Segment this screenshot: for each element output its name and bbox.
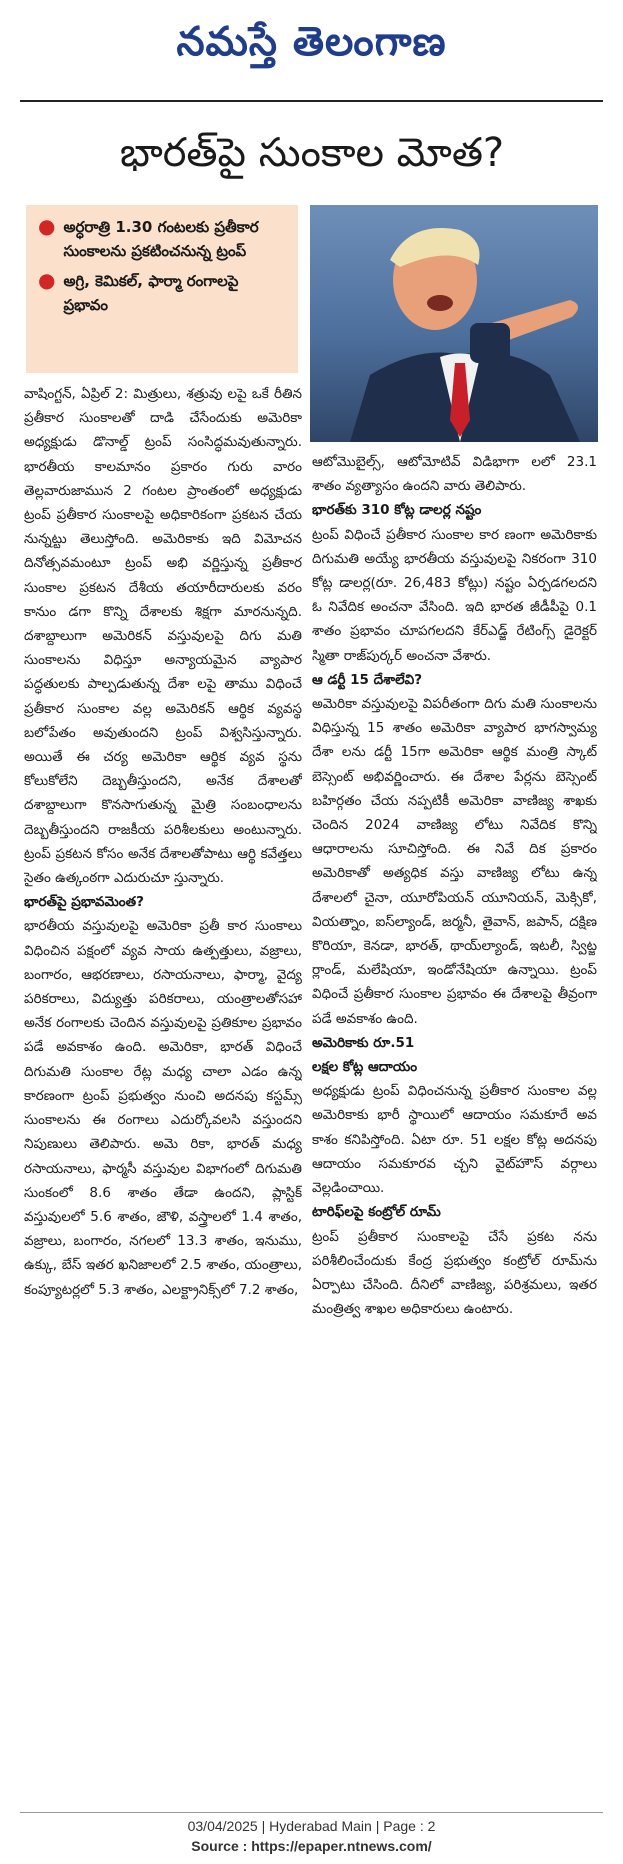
body-paragraph: ట్రంప్ విధించే ప్రతీకార సుంకాల కార ణంగా అమెరికాకు దిగుమతి అయ్యే భారతీయ వస్తువులపై నికరంగా 310 కోట్ల డాలర్ల(రూ. 26,483 కోట్లు) నష్టం ఏర్పడగలదని ఓ నివేదిక అంచనా వేసింది. ఇది భారత జీడీపీపై 0.1 శాతం ప్రభావం చూపగలదని కేర్‌ఎడ్జ్ రేటింగ్స్ డైరెక్టర్ స్మితా రాజ్‌పుర్కర్ అంచనా వేశారు.	[312, 526, 597, 664]
body-paragraph: అధ్యక్షుడు ట్రంప్ విధించనున్న ప్రతీకార సుంకాల వల్ల అమెరికాకు భారీ స్థాయిలో ఆదాయం సమకూరే అవ కాశం కనిపిస్తోంది. ఏటా రూ. 51 లక్షల కోట్ల అదనపు ఆదాయం సమకూరవ చ్చని వైట్‌హౌస్ వర్గాలు వెల్లడించాయి.	[312, 1083, 597, 1197]
subheading: అమెరికాకు రూ.51	[312, 1034, 415, 1051]
photo-illustration	[310, 205, 598, 442]
highlights-box	[26, 205, 298, 373]
highlight-text: అర్ధరాత్రి 1.30 గంటలకు ప్రతీకార సుంకాలను ప్రకటించనున్న ట్రంప్	[63, 218, 259, 260]
bullet-icon: ●	[38, 214, 56, 238]
masthead-rule	[20, 100, 603, 102]
body-paragraph: వాషింగ్టన్, ఏప్రిల్ 2: మిత్రులు, శత్రువు లపై ఒకే రీతిన ప్రతీకార సుంకాలతో దాడి చేసేందుకు అమెరికా అధ్యక్షుడు డొనాల్డ్ ట్రంప్ సంసిద్ధమవుతున్నారు. భారతీయ కాలమానం ప్రకారం గురు వారం తెల్లవారుజామున 2 గంటల ప్రాంతంలో అధ్యక్షుడు ట్రంప్ ప్రతీకార సుంకాలపై అధికారికంగా ప్రకటన చేయ నున్నట్టు తెలుస్తోంది. అమెరికాకు ఇది విమోచన దినోత్సవమంటూ ట్రంప్ అభి వర్ణిస్తున్న ప్రతీకార సుంకాల ప్రకటన దేశీయ తయారీదారులకు వరం కానుం డగా కొన్ని దేశాలకు శిక్షగా మారనున్నది. దశాబ్దాలుగా అమెరికన్ వస్తువులపై దిగు మతి సుంకాలను విధిస్తూ అన్యాయమైన వ్యాపార పద్ధతులకు పాల్పడుతున్న దేశా లపై తాము విధించే ప్రతీకార సుంకాల వల్ల అమెరికన్ ఆర్థిక వ్యవస్థ బలోపేతం అవుతుందని ట్రంప్ విశ్వసిస్తున్నారు. అయితే ఈ చర్య అమెరికా ఆర్థిక వ్యవ స్థను కోలుకోలేని దెబ్బతీస్తుందని, అనేక దేశాలతో దశాబ్దాలుగా కొనసాగుతున్న మైత్రి సంబంధాలను దెబ్బతీస్తుందని రాజకీయ పరిశీలకులు అంటున్నారు. ట్రంప్ ప్రకటన కోసం అనేక దేశాలతోపాటు ఆర్థి కవేత్తలు సైతం ఉత్కంఠగా ఎదురుచూ స్తున్నారు.	[24, 386, 302, 887]
body-paragraph: ట్రంప్ ప్రతీకార సుంకాలపై చేసే ప్రకట నను పరిశీలించేందుకు కేంద్ర ప్రభుత్వం కంట్రోల్ రూమ్‌ను ఏర్పాటు చేసింది. దీనిలో వాణిజ్య, పరిశ్రమలు, ఇతర మంత్రిత్వ శాఖల అధికారులు ఉంటారు.	[312, 1228, 597, 1318]
footer-source: Source : https://epaper.ntnews.com/	[191, 1838, 432, 1854]
bullet-icon: ●	[38, 268, 56, 292]
footer-dateline: 03/04/2025 | Hyderabad Main | Page : 2	[187, 1818, 436, 1834]
headline: భారత్‌పై సుంకాల మోత?	[119, 130, 505, 176]
masthead: నమస్తే తెలంగాణ	[176, 17, 447, 65]
left-column	[24, 382, 302, 1800]
right-column	[312, 450, 597, 1800]
body-paragraph: ఆటోమొబైల్స్, ఆటోమోటివ్ విడిభాగా లలో 23.1 శాతం వ్యత్యాసం ఉందని వారు తెలిపారు.	[312, 454, 597, 495]
subheading: భారత్‌కు 310 కోట్ల డాలర్ల నష్టం	[312, 502, 482, 519]
body-paragraph: భారతీయ వస్తువులపై అమెరికా ప్రతీ కార సుంకాలు విధించిన పక్షంలో వ్యవ సాయ ఉత్పత్తులు, వజ్రాలు, బంగారం, ఆభరణాలు, రసాయనాలు, ఫార్మా, వైద్య పరికరాలు, విద్యుత్తు పరికరాలు, యంత్రాలతోసహా అనేక రంగాలకు చెందిన వస్తువులపై ప్రతికూల ప్రభావం పడే అవకాశం ఉంది. అమెరికా, భారత్ విధించే దిగుమతి సుంకాల రేట్ల మధ్య చాలా ఎడం ఉన్న కారణంగా ట్రంప్ ప్రభుత్వం నుంచి అదనపు కస్టమ్స్ సుంకాలను ఈ రంగాలు ఎదుర్కోవలసి వస్తుందని నిపుణులు తెలిపారు. అమె రికా, భారత్ మధ్య రసాయనాలు, ఫార్మసీ వస్తువుల విభాగంలో దిగుమతి సుంకంలో 8.6 శాతం తేడా ఉందని, ప్లాస్టిక్ వస్తువులలో 5.6 శాతం, జౌళి, వస్త్రాలలో 1.4 శాతం, వజ్రాలు, బంగారం, నగలలో 13.3 శాతం, ఇనుము, ఉక్కు, బేస్ ఇతర ఖనిజాలలో 2.5 శాతం, యంత్రాలు, కంప్యూటర్లలో 5.3 శాతం, ఎలక్ట్రానిక్స్‌లో 7.2 శాతం,	[24, 918, 302, 1298]
highlight-text: అగ్రి, కెమికల్, ఫార్మా రంగాలపై ప్రభావం	[63, 272, 239, 314]
news-photo	[310, 205, 598, 442]
subheading: లక్షల కోట్ల ఆదాయం	[312, 1059, 418, 1076]
subheading: భారత్‌పై ప్రభావమెంత?	[24, 894, 144, 911]
footer-rule	[20, 1812, 603, 1813]
highlight-item	[38, 269, 288, 317]
subheading: ఆ డర్టీ 15 దేశాలేవి?	[312, 671, 423, 688]
body-paragraph: అమెరికా వస్తువులపై విపరీతంగా దిగు మతి సుంకాలను విధిస్తున్న 15 శాతం అమెరికా వ్యాపార భాగస్వామ్య దేశా లను డర్టీ 15గా అమెరికా ఆర్థిక మంత్రి స్కాట్ బెస్సెంట్ అభివర్ణించారు. ఈ దేశాల పేర్లను బెస్సెంట్ బహిర్గతం చేయ నప్పటికీ అమెరికా వాణిజ్య శాఖకు చెందిన 2024 వాణిజ్య లోటు నివేదిక కొన్ని ఆధారాలను సూచిస్తోంది. ఈ నివే దిక ప్రకారం అమెరికాతో అత్యధిక వస్తు వాణిజ్య లోటు ఉన్న దేశాలలో చైనా, యూరోపియన్ యూనియన్, మెక్సికో, వియత్నాం, ఐస్‌ల్యాండ్, జర్మనీ, తైవాన్, జపాన్, దక్షిణ కొరియా, కెనడా, భారత్, థాయ్‌ల్యాండ్, ఇటలీ, స్విట్జ ర్లాండ్, మలేషియా, ఇండోనేషియా ఉన్నాయి. ట్రంప్ విధించే ప్రతీకార సుంకాల ప్రభావం ఈ దేశాలపై తీవ్రంగా పడే అవకాశం ఉంది.	[312, 696, 597, 1027]
subheading: టారిఫ్‌లపై కంట్రోల్ రూమ్	[312, 1204, 441, 1221]
highlight-item	[38, 215, 288, 263]
